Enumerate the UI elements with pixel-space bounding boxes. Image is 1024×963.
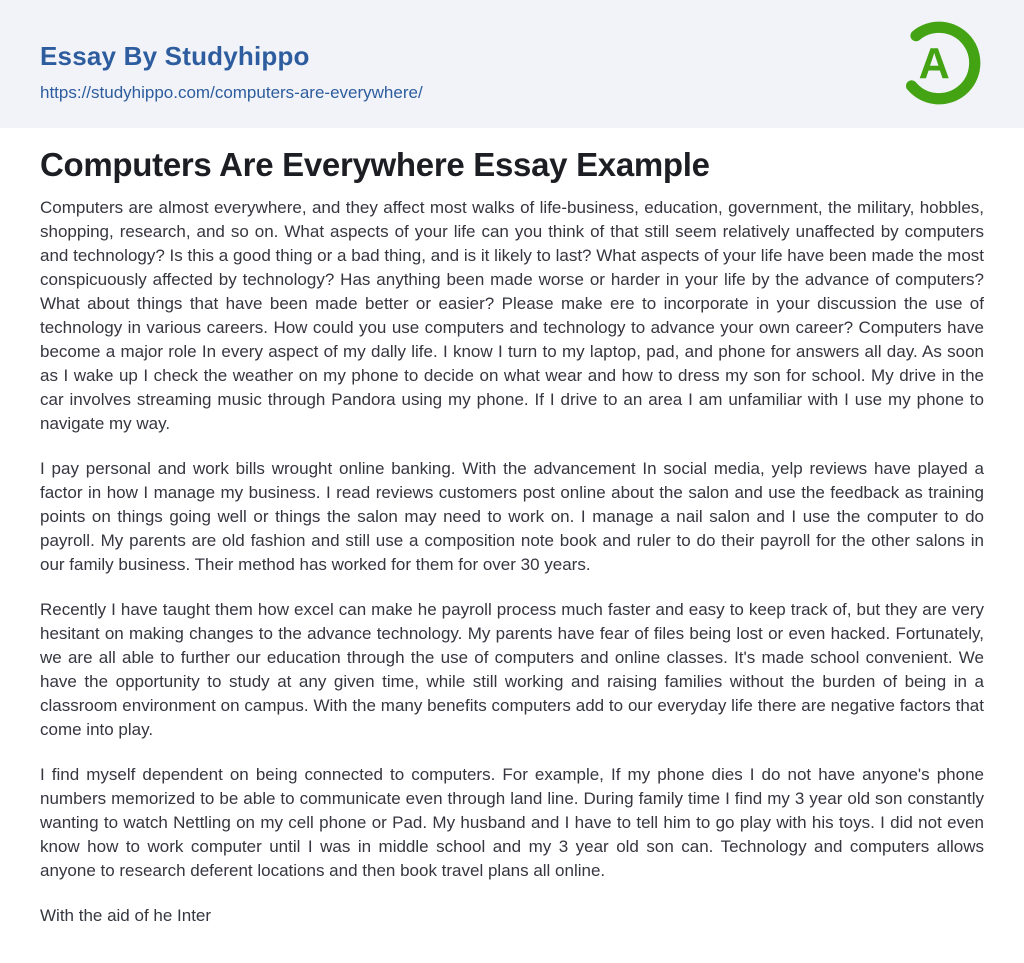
essay-content xyxy=(0,128,1024,928)
essay-paragraph: I pay personal and work bills wrought online banking. With the advancement In social media, yelp reviews have played a factor in how I manage my business. I read reviews customers post online about the salon and use the feedback as training points on things going well or things the salon may need to work on. I manage a nail salon and I use the computer to do payroll. My parents are old fashion and still use a composition note book and ruler to do their payroll for the other salons in our family business. Their method has worked for them for over 30 years. xyxy=(40,459,984,574)
studyhippo-logo[interactable] xyxy=(892,16,986,110)
page-header xyxy=(0,0,1024,128)
logo-letter: A xyxy=(918,40,950,89)
essay-title: Computers Are Everywhere Essay Example xyxy=(40,146,710,183)
site-title: Essay By Studyhippo xyxy=(40,41,310,71)
essay-paragraph: Recently I have taught them how excel can make he payroll process much faster and easy to keep track of, but they are very hesitant on making changes to the advance technology. My parents have fear of files being lost or even hacked. Fortunately, we are all able to further our education through the use of computers and online classes. It's made school convenient. We have the opportunity to study at any given time, while still working and raising families without the burden of being in a classroom environment on campus. With the many benefits computers add to our everyday life there are negative factors that come into play. xyxy=(40,600,984,739)
essay-paragraph: I find myself dependent on being connected to computers. For example, If my phone dies I do not have anyone's phone numbers memorized to be able to communicate even through land line. During family time I find my 3 year old son constantly wanting to watch Nettling on my cell phone or Pad. My husband and I have to tell him to go play with his toys. I did not even know how to work computer until I was in middle school and my 3 year old son can. Technology and computers allows anyone to research deferent locations and then book travel plans all online. xyxy=(40,765,984,880)
essay-paragraph: With the aid of he Inter xyxy=(40,906,212,925)
essay-paragraph: Computers are almost everywhere, and they affect most walks of life-business, education, government, the military, hobbles, shopping, research, and so on. What aspects of your life can you think of that still seem relatively unaffected by computers and technology? Is this a good thing or a bad thing, and is it likely to last? What aspects of your life have been made the most conspicuously affected by technology? Has anything been made worse or harder in your life by the advance of computers? What about things that have been made better or easier? Please make ere to incorporate in your discussion the use of technology in various careers. How could you use computers and technology to advance your own career? Computers have become a major role In every aspect of my dally life. I know I turn to my laptop, pad, and phone for answers all day. As soon as I wake up I check the weather on my phone to decide on what wear and how to dress my son for school. My drive in the car involves streaming music through Pandora using my phone. If I drive to an area I am unfamiliar with I use my phone to navigate my way. xyxy=(40,198,984,433)
logo-ring-icon xyxy=(892,16,986,110)
source-url-link[interactable]: https://studyhippo.com/computers-are-everywhere/ xyxy=(40,82,423,102)
